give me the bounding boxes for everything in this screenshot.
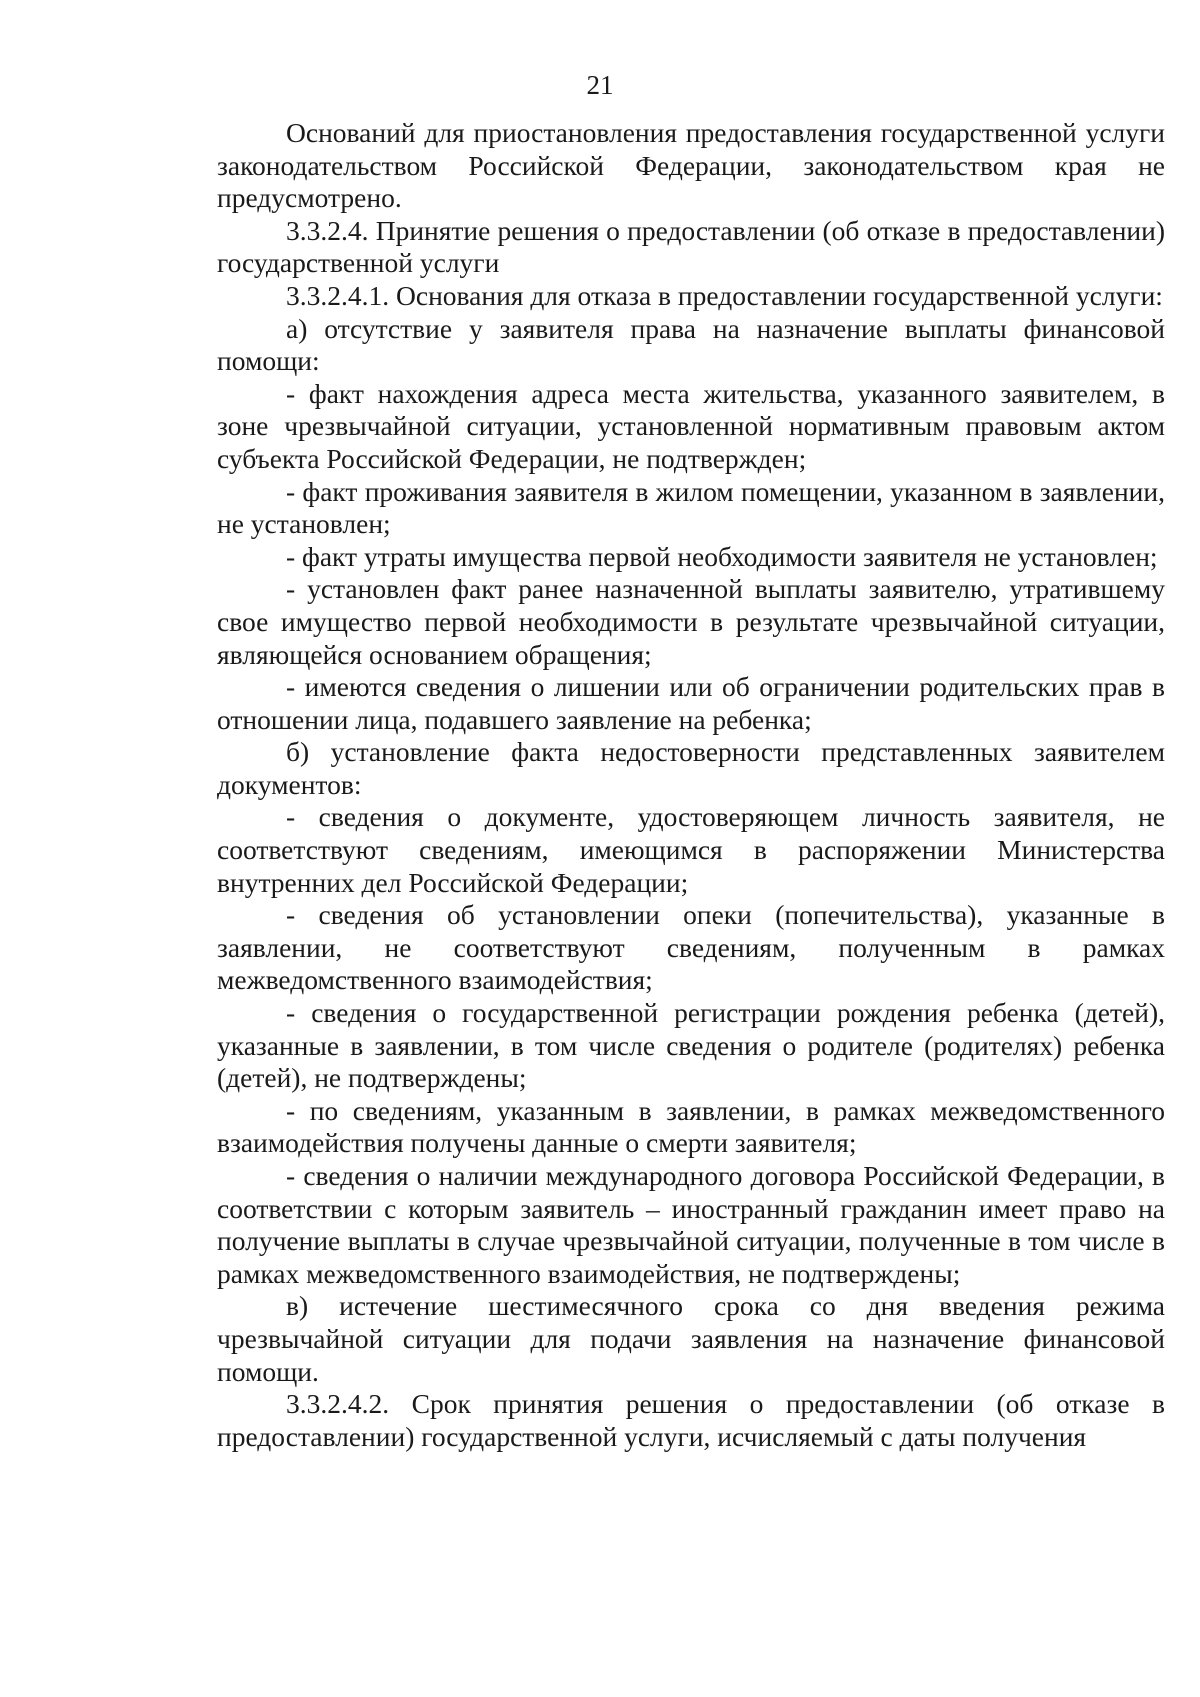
paragraph-item-a-prior-payment: - установлен факт ранее назначенной выплаты заявителю, утратившему свое имущество первой необходимости в результате чрезвычайной ситуации, являющейся основанием обращения; bbox=[217, 573, 1165, 670]
page-number: 21 bbox=[586, 70, 614, 100]
paragraph-item-b-death: - по сведениям, указанным в заявлении, в рамках межведомственного взаимодействия получены данные о смерти заявителя; bbox=[217, 1094, 1165, 1159]
paragraph-section-3-3-2-4-2: 3.3.2.4.2. Срок принятия решения о предоставлении (об отказе в предоставлении) государственной услуги, исчисляемый с даты получения bbox=[217, 1388, 1165, 1452]
paragraph-item-b-international-treaty: - сведения о наличии международного договора Российской Федерации, в соответствии с которым заявитель – иностранный гражданин имеет право на получение выплаты в случае чрезвычайной ситуации, полученные в том числе в рамках межведомственного взаимодействия, не подтверждены; bbox=[217, 1160, 1165, 1289]
paragraph-item-b-guardianship: - сведения об установлении опеки (попечительства), указанные в заявлении, не соответствуют сведениям, полученным в рамках межведомственного взаимодействия; bbox=[217, 899, 1165, 996]
paragraph-item-a-property-loss: - факт утраты имущества первой необходимости заявителя не установлен; bbox=[286, 540, 1158, 572]
paragraph-item-b: б) установление факта недостоверности представленных заявителем документов: bbox=[217, 736, 1165, 800]
paragraph-item-a-residence: - факт нахождения адреса места жительства, указанного заявителем, в зоне чрезвычайной ситуации, установленной нормативным правовым актом субъекта Российской Федерации, не подтвержден; bbox=[217, 377, 1165, 474]
paragraph-item-b-identity: - сведения о документе, удостоверяющем личность заявителя, не соответствуют сведениям, имеющимся в распоряжении Министерства внутренних дел Российской Федерации; bbox=[217, 801, 1165, 898]
paragraph-item-a-living: - факт проживания заявителя в жилом помещении, указанном в заявлении, не установлен; bbox=[217, 475, 1165, 540]
paragraph-suspension-grounds: Оснований для приостановления предоставления государственной услуги законодательством Российской Федерации, законодательством края не предусмотрено. bbox=[217, 117, 1165, 214]
paragraph-section-3-3-2-4: 3.3.2.4. Принятие решения о предоставлении (об отказе в предоставлении) государственной услуги bbox=[217, 214, 1165, 279]
paragraph-section-3-3-2-4-1: 3.3.2.4.1. Основания для отказа в предоставлении государственной услуги: bbox=[286, 279, 1163, 311]
paragraph-item-a-parental-rights: - имеются сведения о лишении или об ограничении родительских прав в отношении лица, подавшего заявление на ребенка; bbox=[217, 671, 1165, 735]
paragraph-item-a: а) отсутствие у заявителя права на назначение выплаты финансовой помощи: bbox=[217, 312, 1165, 377]
paragraph-item-b-birth-registration: - сведения о государственной регистрации рождения ребенка (детей), указанные в заявлении, в том числе сведения о родителе (родителях) ребенка (детей), не подтверждены; bbox=[217, 997, 1165, 1094]
paragraph-item-v: в) истечение шестимесячного срока со дня введения режима чрезвычайной ситуации для подачи заявления на назначение финансовой помощи. bbox=[217, 1290, 1165, 1387]
document-body bbox=[217, 117, 1165, 1453]
